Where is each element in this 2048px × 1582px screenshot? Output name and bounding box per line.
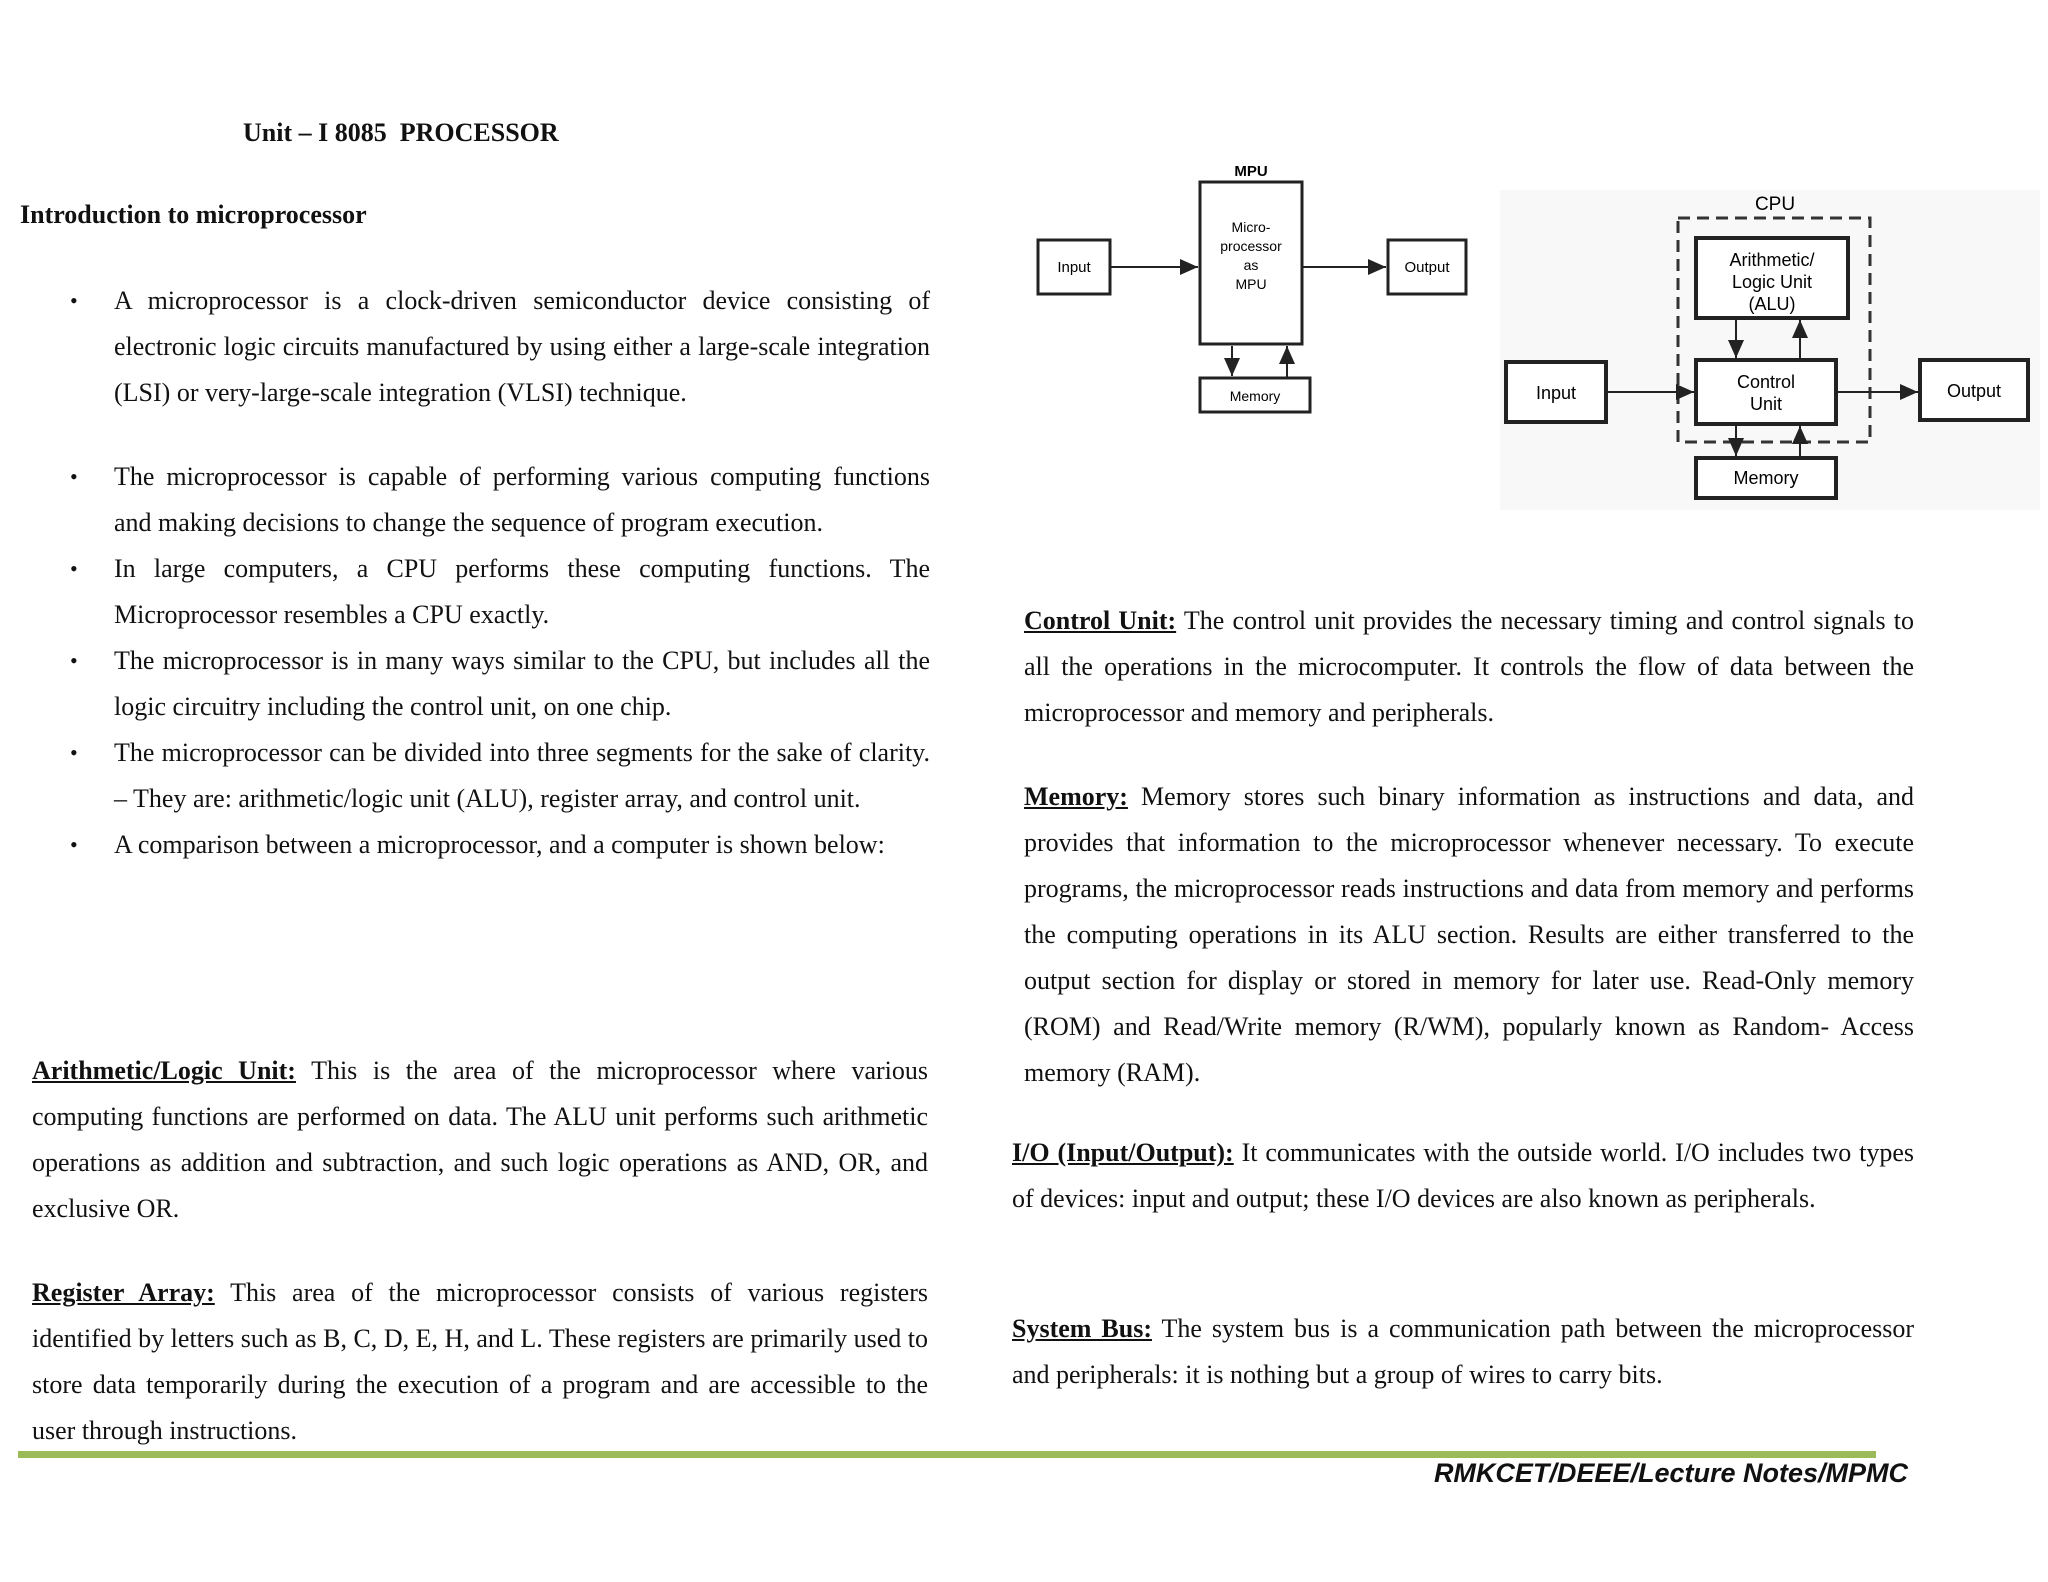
bullet-item [20,822,930,868]
bullet-text: The microprocessor is in many ways similar to the CPU, but includes all the logic circuitry including the control unit, on one chip. [114,646,930,721]
alu-text: This is the area of the microprocessor where various computing functions are performed on data. The ALU unit performs such arithmetic operations as addition and subtraction, and such logic operations as AND, OR, and exclusive OR. [32,1056,928,1223]
bullet-item [20,546,930,638]
alu-label: Logic Unit [1731,272,1813,292]
cpu-memory-label: Memory [1733,468,1799,488]
bullet-text: In large computers, a CPU performs these computing functions. The Microprocessor resembles a CPU exactly. [114,554,930,629]
cpu-block-diagram [1500,190,2040,510]
control-unit-text: The control unit provides the necessary timing and control signals to all the operations in the microcomputer. It controls the flow of data between the microprocessor and memory and peripherals. [1024,606,1914,727]
bullet-dot: • [70,464,78,489]
register-array-heading: Register Array: [32,1278,215,1307]
alu-paragraph [32,1048,928,1232]
control-unit-paragraph [1024,598,1914,736]
mpu-memory-label: Memory [1229,388,1281,404]
alu-label: Arithmetic/ [1729,250,1815,270]
register-array-text: This area of the microprocessor consists of various registers identified by letters such as B, C, D, E, H, and L. These registers are primarily used to store data temporarily during the execution of a program and are accessible to the user through instructions. [32,1278,928,1445]
alu-label: (ALU) [1748,294,1796,314]
system-bus-text: The system bus is a communication path between the microprocessor and peripherals: it is nothing but a group of wires to carry bits. [1012,1314,1914,1389]
bullet-dot: • [70,648,78,673]
footer-text: RMKCET/DEEE/Lecture Notes/MPMC [1433,1458,1908,1488]
bullet-dot: • [70,740,78,765]
mpu-center-label: MPU [1235,276,1267,292]
mpu-center-label: processor [1220,238,1282,254]
bullet-item [20,638,930,730]
bullet-item [20,278,930,416]
mpu-center-label: Micro- [1231,219,1271,235]
footer-divider [18,1451,1876,1458]
control-unit-label: Unit [1749,394,1783,414]
bullet-text: A comparison between a microprocessor, and a computer is shown below: [114,830,885,859]
mpu-center-label: as [1243,257,1259,273]
mpu-diagram-title: MPU [1234,163,1268,180]
cpu-diagram-title: CPU [1754,194,1796,215]
alu-heading: Arithmetic/Logic Unit: [32,1056,296,1085]
mpu-output-label: Output [1404,259,1450,276]
mpu-block-diagram [1030,150,1500,430]
system-bus-heading: System Bus: [1012,1314,1152,1343]
system-bus-paragraph [1012,1306,1914,1398]
control-unit-heading: Control Unit: [1024,606,1177,635]
memory-heading: Memory: [1024,782,1128,811]
bullet-item [20,454,930,546]
memory-text: Memory stores such binary information as instructions and data, and provides that information to the microprocessor whenever necessary. To execute programs, the microprocessor reads instructions and data from memory and performs the computing operations in its ALU section. Results are either transferred to the output section for display or stored in memory for later use. Read-Only memory (ROM) and Read/Write memory (R/WM), popularly known as Random- Access memory (RAM). [1024,782,1914,1087]
control-unit-block [1696,360,1836,424]
io-text: It communicates with the outside world. I/O includes two types of devices: input and output; these I/O devices are also known as peripherals. [1012,1138,1914,1213]
bullet-text: The microprocessor can be divided into three segments for the sake of clarity. – They are: arithmetic/logic unit (ALU), register array, and control unit. [114,738,930,813]
cpu-input-label: Input [1535,383,1577,403]
register-array-paragraph [32,1270,928,1454]
unit-title: Unit – I 8085 PROCESSOR [243,118,559,147]
memory-paragraph [1024,774,1914,1096]
bullet-item [20,730,930,822]
bullet-dot: • [70,556,78,581]
io-heading: I/O (Input/Output): [1012,1138,1234,1167]
bullet-text: The microprocessor is capable of performing various computing functions and making decisions to change the sequence of program execution. [114,462,930,537]
bullet-dot: • [70,832,78,857]
bullet-dot: • [70,288,78,313]
bullet-text: A microprocessor is a clock-driven semiconductor device consisting of electronic logic circuits manufactured by using either a large-scale integration (LSI) or very-large-scale integration (VLSI) technique. [114,286,930,407]
cpu-output-label: Output [1946,381,2002,401]
io-paragraph [1012,1130,1914,1222]
intro-bullet-list [20,278,930,868]
mpu-input-label: Input [1057,259,1091,276]
control-unit-label: Control [1736,372,1796,392]
section-title-introduction: Introduction to microprocessor [20,200,367,229]
